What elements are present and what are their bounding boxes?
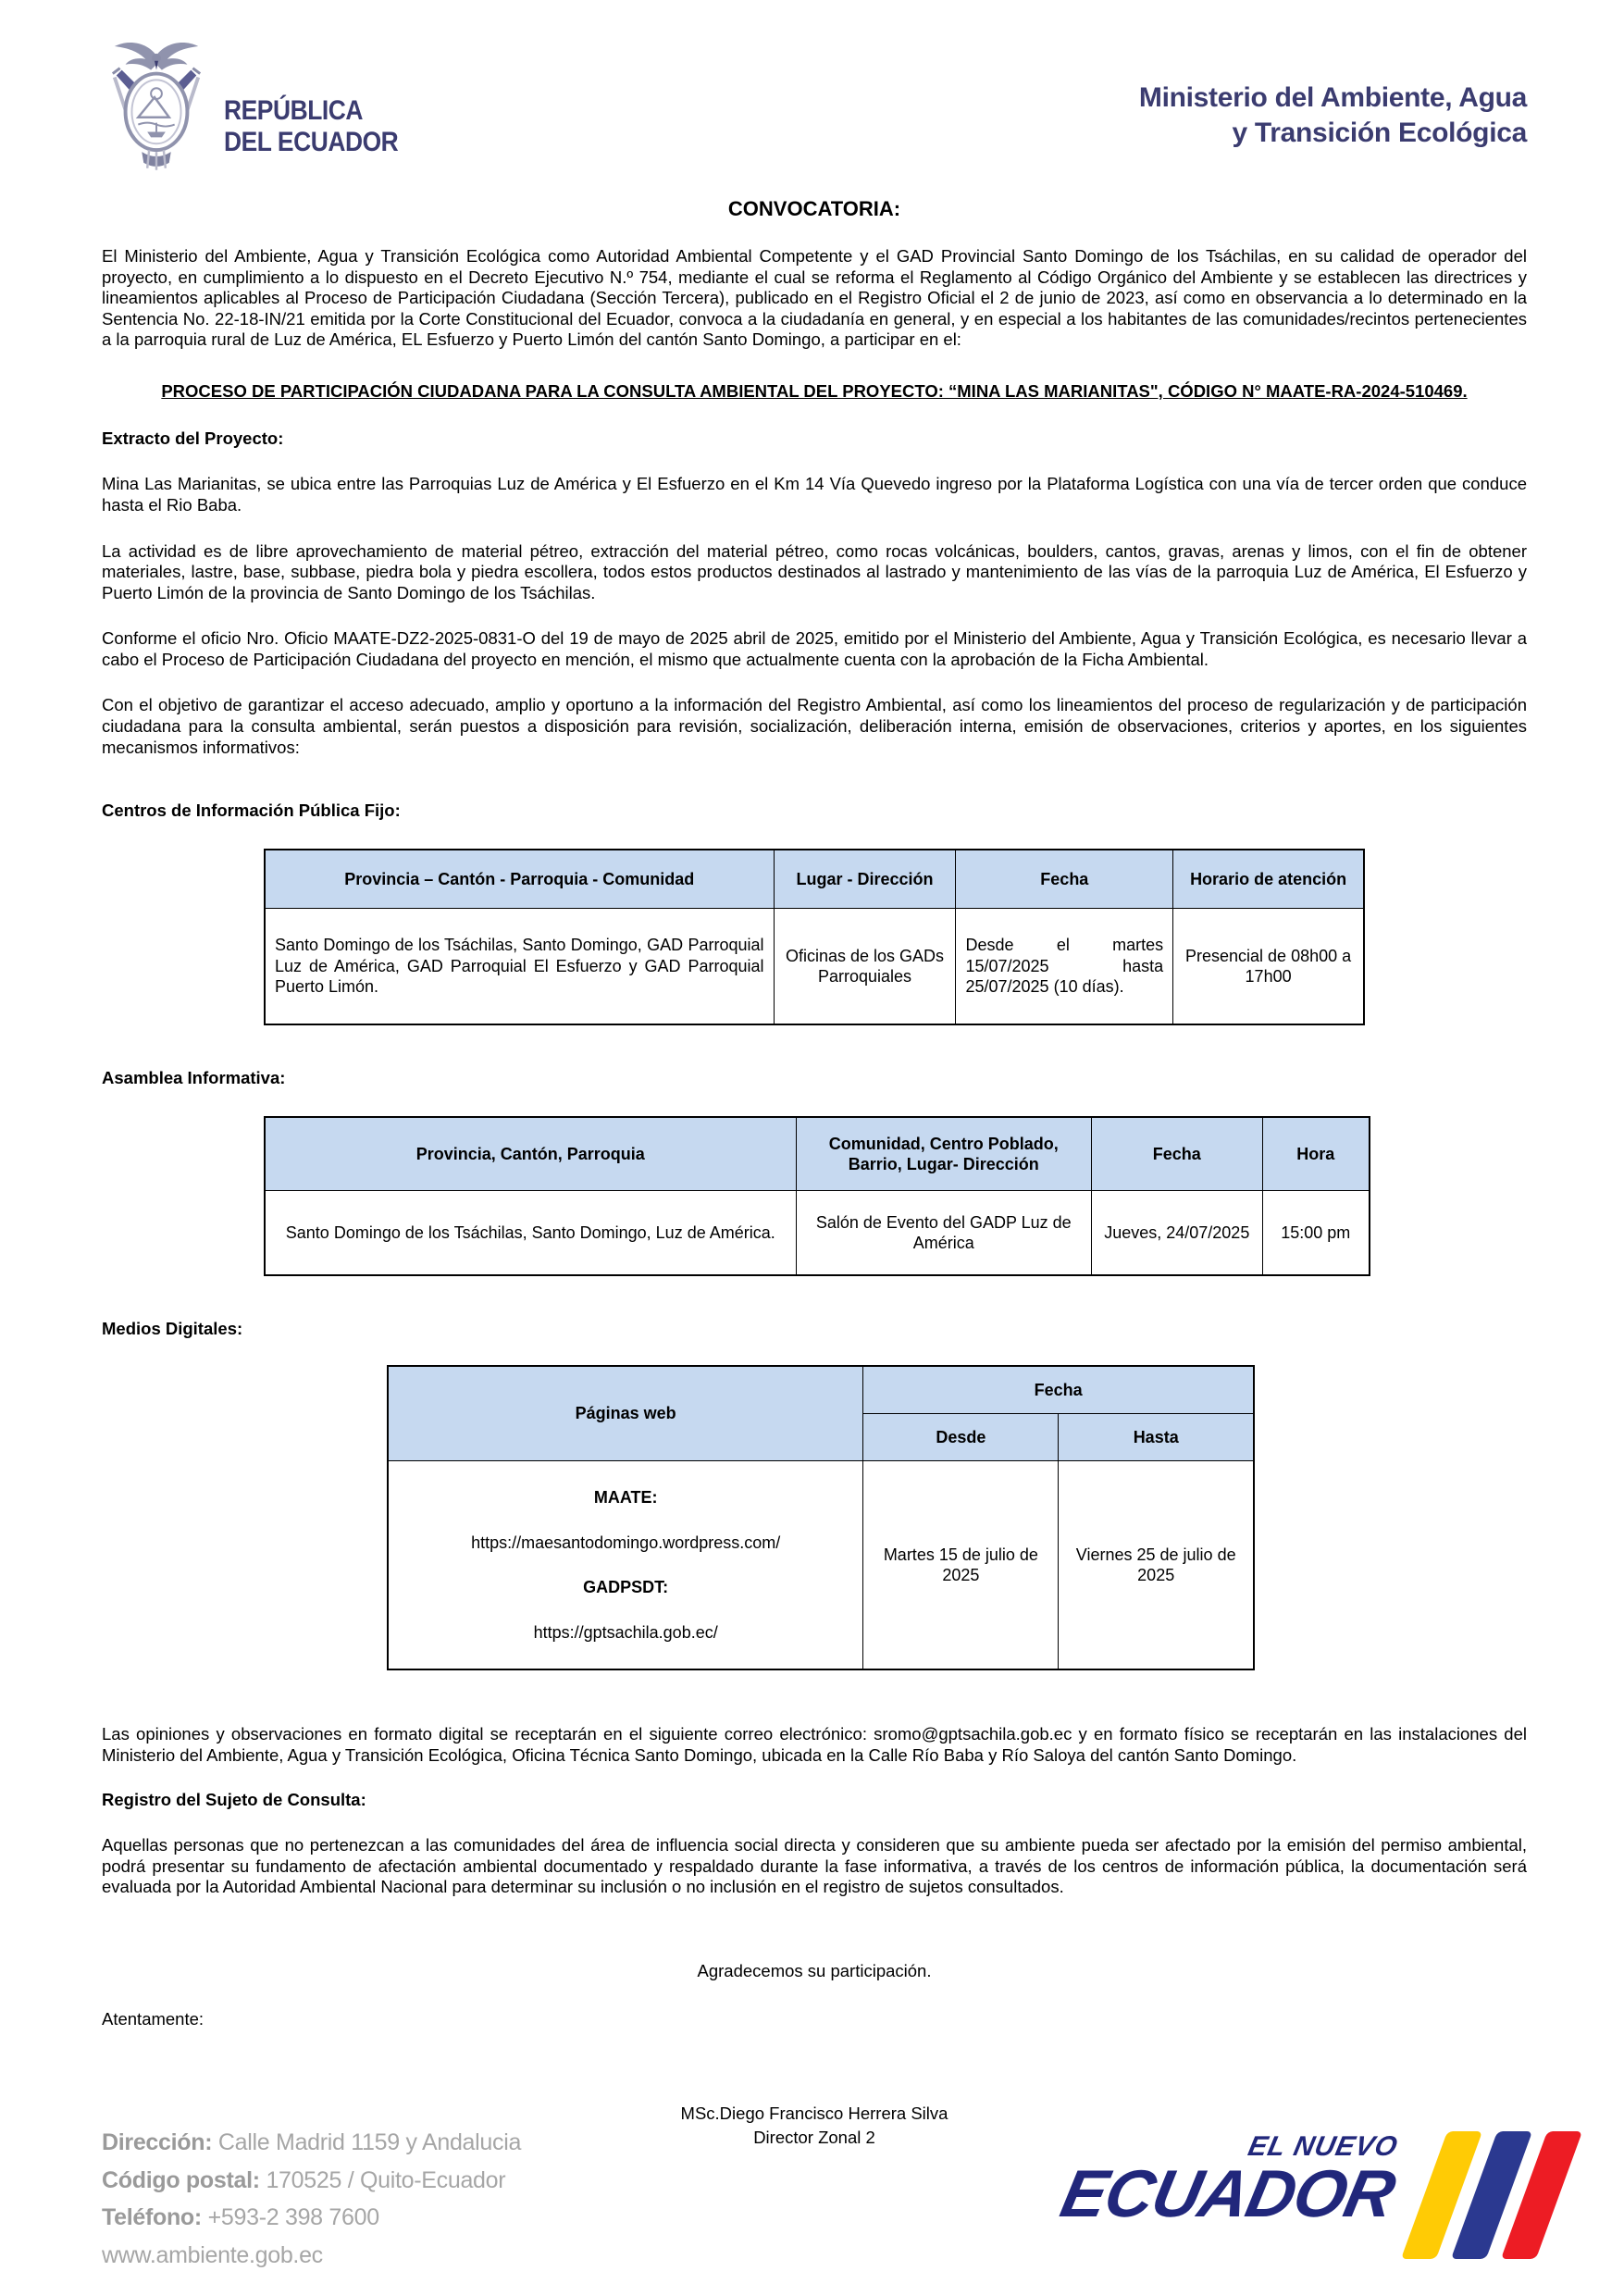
postal-label: Código postal: [102,2166,260,2193]
contact-postal [102,2162,521,2200]
centros-header-ubicacion: Provincia – Cantón - Parroquia - Comunidad [265,850,774,909]
centros-table [264,849,1365,1025]
asamblea-header-ubicacion: Provincia, Cantón, Parroquia [265,1117,796,1191]
medios-cell-hasta: Viernes 25 de julio de 2025 [1059,1461,1254,1670]
opiniones-paragraph: Las opiniones y observaciones en formato digital se receptarán en el siguiente correo electrónico: sromo@gptsachila.gob.ec y en formato físico se receptarán en las instalaciones del Ministerio del Ambiente, Agua y Transición Ecológica, Oficina Técnica Santo Domingo, ubicada en la Calle Río Baba y Río Saloya del cantón Santo Domingo. [102,1724,1527,1765]
republic-logo [102,32,422,173]
centros-header-row [265,850,1364,909]
medios-header-paginas: Páginas web [388,1366,863,1461]
centros-cell-ubicacion: Santo Domingo de los Tsáchilas, Santo Domingo, GAD Parroquial Luz de América, GAD Parroquial El Esfuerzo y GAD Parroquial Puerto Limón. [265,909,774,1025]
medios-data-row [388,1461,1254,1670]
nuevo-ecuador-logo [1054,2131,1559,2259]
centros-header-horario: Horario de atención [1173,850,1364,909]
registro-paragraph: Aquellas personas que no pertenezcan a las comunidades del área de influencia social directa y consideren que su ambiente pueda ser afectado por la emisión del permiso ambiental, podrá presentar su fundamento de afectación ambiental documentado y respaldado durante la fase informativa, a través de los centros de información pública, la documentación será evaluada por la Autoridad Ambiental Nacional para determinar su inclusión o no inclusión en el registro de sujetos consultados. [102,1835,1527,1897]
medios-header-fecha: Fecha [863,1366,1254,1414]
republic-line2: DEL ECUADOR [224,127,399,157]
flag-stripes-icon [1401,2131,1582,2259]
republic-title [224,95,398,158]
ministry-title [1139,81,1527,150]
page-header [102,32,1527,171]
medios-heading: Medios Digitales: [102,1319,243,1339]
medios-header-hasta: Hasta [1059,1414,1254,1461]
asamblea-header-hora: Hora [1262,1117,1370,1191]
asamblea-cell-ubicacion: Santo Domingo de los Tsáchilas, Santo Domingo, Luz de América. [265,1191,796,1276]
gadpsdt-label: GADPSDT: [583,1578,669,1597]
maate-url: https://maesantodomingo.wordpress.com/ [471,1533,781,1552]
intro-paragraph: El Ministerio del Ambiente, Agua y Transición Ecológica como Autoridad Ambiental Competente y el GAD Provincial Santo Domingo de los Tsáchilas, en su calidad de operador del proyecto, en cumplimiento a lo dispuesto en el Decreto Ejecutivo N.º 754, mediante el cual se reforma el Reglamento al Código Orgánico del Ambiente y se establecen las directrices y lineamientos aplicables al Proceso de Participación Ciudadana (Sección Tercera), publicado en el Registro Oficial el 2 de junio de 2023, así como en observancia a lo determinado en la Sentencia No. 22-18-IN/21 emitida por la Corte Constitucional del Ecuador, convoca a la ciudadanía en general, y en especial a los habitantes de las comunidades/recintos pertenecientes a la parroquia rural de Luz de América, EL Esfuerzo y Puerto Limón del cantón Santo Domingo, a participar en el: [102,246,1527,350]
asamblea-table [264,1116,1370,1276]
process-title-text: PROCESO DE PARTICIPACIÓN CIUDADANA PARA LA CONSULTA AMBIENTAL DEL PROYECTO: “MINA LAS MARIANITAS", CÓDIGO N° MAATE-RA-2024-510469. [161,380,1468,401]
page-footer [102,2124,1559,2274]
ministry-line2: y Transición Ecológica [1232,117,1527,148]
maate-label: MAATE: [593,1488,658,1508]
signer-name: MSc.Diego Francisco Herrera Silva [680,2103,948,2123]
asamblea-header-row [265,1117,1370,1191]
centros-heading: Centros de Información Pública Fijo: [102,800,401,821]
address-value: Calle Madrid 1159 y Andalucia [217,2129,522,2155]
medios-cell-paginas [388,1461,863,1670]
asamblea-cell-lugar: Salón de Evento del GADP Luz de América [796,1191,1091,1276]
contact-address [102,2124,521,2162]
registro-heading: Registro del Sujeto de Consulta: [102,1790,366,1810]
ministry-line1: Ministerio del Ambiente, Agua [1138,82,1527,113]
closing-line: Atentamente: [102,2008,205,2029]
asamblea-header-fecha: Fecha [1091,1117,1262,1191]
brand-text [1048,2131,1406,2259]
ecuador-coat-of-arms-icon [102,32,211,173]
medios-header-row-1 [388,1366,1254,1414]
signer-title: Director Zonal 2 [753,2127,875,2147]
republic-line1: REPÚBLICA [224,95,364,127]
asamblea-heading: Asamblea Informativa: [102,1068,286,1088]
address-label: Dirección: [102,2129,213,2155]
web-pages-list [398,1487,853,1643]
medios-cell-desde: Martes 15 de julio de 2025 [863,1461,1059,1670]
postal-value: 170525 / Quito-Ecuador [266,2166,506,2193]
document-title: CONVOCATORIA: [727,197,901,220]
oficio-paragraph: Conforme el oficio Nro. Oficio MAATE-DZ2-2025-0831-O del 19 de mayo de 2025 abril de 2025, emitido por el Ministerio del Ambiente, Agua y Transición Ecológica, es necesario llevar a cabo el Proceso de Participación Ciudadana del proyecto en mención, el mismo que actualmente cuenta con la aprobación de la Ficha Ambiental. [102,628,1527,669]
thanks-line: Agradecemos su participación. [697,1960,932,1980]
medios-table [387,1365,1255,1670]
centros-data-row [265,909,1364,1025]
extract-heading: Extracto del Proyecto: [102,428,284,449]
brand-name-line: ECUADOR [1054,2157,1401,2231]
phone-label: Teléfono: [102,2204,202,2230]
medios-header-desde: Desde [863,1414,1059,1461]
brand-top-line: EL NUEVO [1245,2131,1401,2162]
contact-block [102,2124,521,2274]
asamblea-cell-fecha: Jueves, 24/07/2025 [1091,1191,1262,1276]
asamblea-header-lugar: Comunidad, Centro Poblado, Barrio, Lugar- Dirección [796,1117,1091,1191]
process-title [102,379,1527,405]
website-value: www.ambiente.gob.ec [102,2241,323,2268]
extract-paragraph-2: La actividad es de libre aprovechamiento de material pétreo, extracción del material pétreo, como rocas volcánicas, boulders, cantos, gravas, arenas y limos, con el fin de obtener materiales, lastre, base, subbase, piedra bola y piedra escollera, todos estos productos destinados al lastrado y mantenimiento de las vías de la parroquia Luz de América, El Esfuerzo y Puerto Limón de la provincia de Santo Domingo de los Tsáchilas. [102,540,1527,602]
extract-paragraph-1: Mina Las Marianitas, se ubica entre las Parroquias Luz de América y El Esfuerzo en el Km 14 Vía Quevedo ingreso por la Plataforma Logística con una vía de tercer orden que conduce hasta el Rio Baba. [102,474,1527,515]
centros-cell-horario: Presencial de 08h00 a 17h00 [1173,909,1364,1025]
contact-website [102,2237,521,2275]
gadpsdt-url: https://gptsachila.gob.ec/ [533,1622,718,1642]
asamblea-cell-hora: 15:00 pm [1262,1191,1370,1276]
phone-value: +593-2 398 7600 [207,2204,379,2230]
objetivo-paragraph: Con el objetivo de garantizar el acceso adecuado, amplio y oportuno a la información del Registro Ambiental, así como los lineamientos del proceso de regularización y de participación ciudadana para la consulta ambiental, serán puestos a disposición para revisión, socialización, deliberación interna, emisión de observaciones, criterios y aportes, en los siguientes mecanismos informativos: [102,695,1527,757]
centros-header-fecha: Fecha [956,850,1173,909]
contact-phone [102,2199,521,2237]
centros-cell-fecha: Desde el martes 15/07/2025 hasta 25/07/2025 (10 días). [956,909,1173,1025]
centros-cell-lugar: Oficinas de los GADs Parroquiales [774,909,956,1025]
asamblea-data-row [265,1191,1370,1276]
centros-header-lugar: Lugar - Dirección [774,850,956,909]
